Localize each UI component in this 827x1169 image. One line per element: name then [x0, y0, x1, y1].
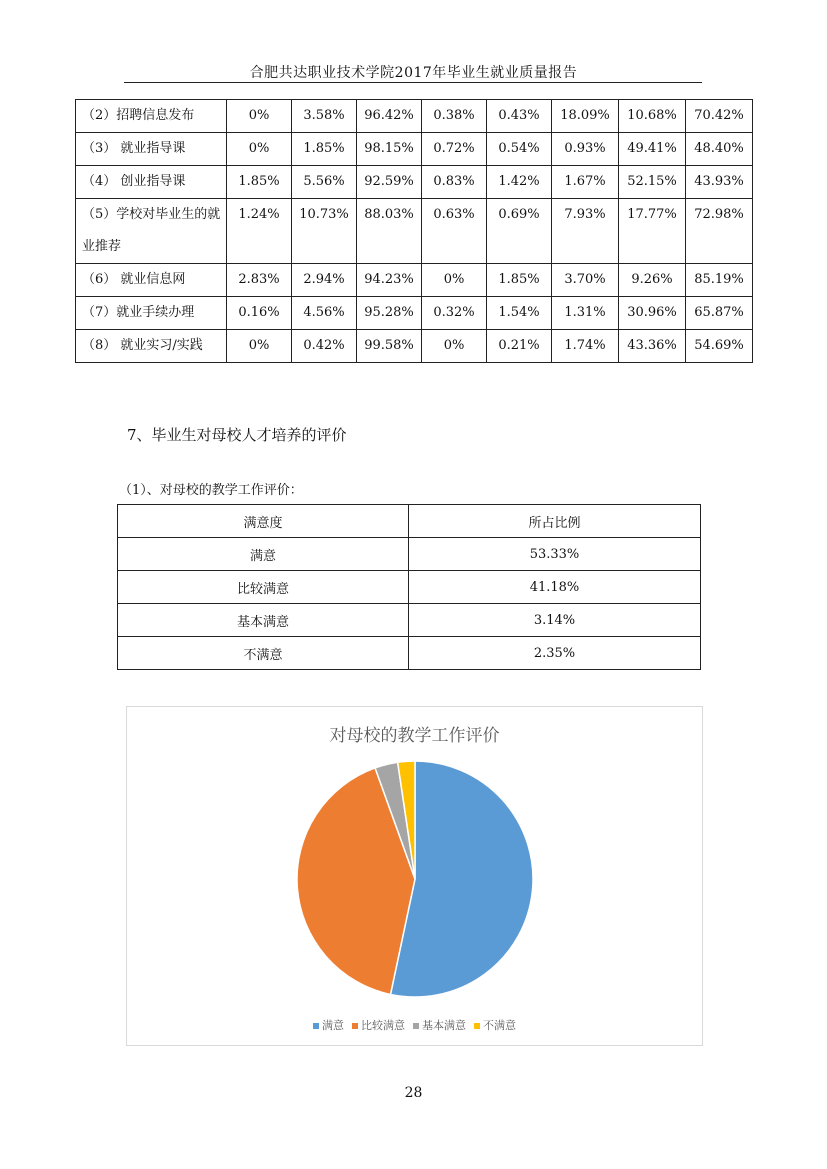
table-row	[118, 538, 701, 571]
rating-value: 0.42%	[292, 330, 357, 363]
rating-value: 85.19%	[686, 264, 753, 297]
table-row	[76, 297, 753, 330]
table-row	[76, 264, 753, 297]
rating-value: 99.58%	[357, 330, 422, 363]
rating-value: 9.26%	[619, 264, 686, 297]
row-label: （5）学校对毕业生的就业推荐	[76, 199, 227, 264]
rating-value: 0.43%	[487, 100, 552, 133]
rating-value: 1.85%	[292, 133, 357, 166]
rating-value: 0.38%	[422, 100, 487, 133]
table-row	[76, 100, 753, 133]
rating-value: 1.85%	[227, 166, 292, 199]
header-cell-proportion: 所占比例	[409, 505, 701, 538]
rating-value: 92.59%	[357, 166, 422, 199]
rating-value: 30.96%	[619, 297, 686, 330]
rating-value: 0.16%	[227, 297, 292, 330]
report-header-title: 合肥共达职业技术学院2017年毕业生就业质量报告	[249, 65, 578, 81]
legend-swatch	[352, 1023, 358, 1029]
legend-label: 比较满意	[361, 1019, 405, 1032]
services-rating-table	[75, 99, 753, 363]
rating-value: 72.98%	[686, 199, 753, 264]
rating-value: 2.94%	[292, 264, 357, 297]
rating-value: 0.72%	[422, 133, 487, 166]
rating-value: 0.32%	[422, 297, 487, 330]
chart-title: 对母校的教学工作评价	[329, 726, 500, 746]
rating-value: 7.93%	[552, 199, 619, 264]
legend-swatch	[474, 1023, 480, 1029]
rating-value: 3.70%	[552, 264, 619, 297]
table-row	[76, 199, 753, 264]
rating-value: 98.15%	[357, 133, 422, 166]
table-header-row	[118, 505, 701, 538]
legend-swatch	[413, 1023, 419, 1029]
header-cell-satisfaction: 满意度	[118, 505, 409, 538]
satisfaction-label: 基本满意	[118, 604, 409, 637]
rating-value: 94.23%	[357, 264, 422, 297]
row-label: （3） 就业指导课	[76, 133, 227, 166]
rating-value: 0%	[422, 330, 487, 363]
rating-value: 43.36%	[619, 330, 686, 363]
satisfaction-label: 满意	[118, 538, 409, 571]
rating-value: 1.67%	[552, 166, 619, 199]
rating-value: 3.58%	[292, 100, 357, 133]
rating-value: 1.24%	[227, 199, 292, 264]
table-row	[76, 133, 753, 166]
rating-value: 43.93%	[686, 166, 753, 199]
rating-value: 52.15%	[619, 166, 686, 199]
table-row	[118, 604, 701, 637]
rating-value: 10.73%	[292, 199, 357, 264]
legend-label: 满意	[322, 1019, 344, 1032]
rating-value: 54.69%	[686, 330, 753, 363]
table-row	[76, 330, 753, 363]
rating-value: 96.42%	[357, 100, 422, 133]
rating-value: 1.85%	[487, 264, 552, 297]
table-row	[118, 571, 701, 604]
rating-value: 0%	[227, 133, 292, 166]
rating-value: 0%	[422, 264, 487, 297]
rating-value: 0.63%	[422, 199, 487, 264]
rating-value: 70.42%	[686, 100, 753, 133]
rating-value: 5.56%	[292, 166, 357, 199]
pie-chart	[127, 707, 702, 1045]
header-divider	[124, 82, 702, 83]
legend-swatch	[313, 1023, 319, 1029]
rating-value: 0.93%	[552, 133, 619, 166]
rating-value: 1.54%	[487, 297, 552, 330]
legend-label: 不满意	[483, 1019, 516, 1032]
proportion-value: 41.18%	[409, 571, 701, 604]
proportion-value: 2.35%	[409, 637, 701, 670]
page-number: 28	[404, 1085, 423, 1101]
rating-value: 95.28%	[357, 297, 422, 330]
legend-label: 基本满意	[422, 1019, 466, 1032]
rating-value: 0.54%	[487, 133, 552, 166]
row-label: （8） 就业实习/实践	[76, 330, 227, 363]
legend-item	[313, 1017, 344, 1033]
legend-item	[474, 1017, 516, 1033]
chart-legend	[127, 1017, 702, 1033]
proportion-value: 53.33%	[409, 538, 701, 571]
teaching-satisfaction-table	[117, 504, 701, 670]
row-label: （2）招聘信息发布	[76, 100, 227, 133]
legend-item	[352, 1017, 405, 1033]
rating-value: 49.41%	[619, 133, 686, 166]
rating-value: 2.83%	[227, 264, 292, 297]
table-row	[76, 166, 753, 199]
rating-value: 88.03%	[357, 199, 422, 264]
legend-item	[413, 1017, 466, 1033]
rating-value: 1.42%	[487, 166, 552, 199]
row-label: （4） 创业指导课	[76, 166, 227, 199]
sub-heading: （1）、对母校的教学工作评价：	[119, 483, 303, 498]
rating-value: 18.09%	[552, 100, 619, 133]
satisfaction-label: 比较满意	[118, 571, 409, 604]
rating-value: 4.56%	[292, 297, 357, 330]
row-label: （6） 就业信息网	[76, 264, 227, 297]
proportion-value: 3.14%	[409, 604, 701, 637]
rating-value: 17.77%	[619, 199, 686, 264]
rating-value: 0%	[227, 330, 292, 363]
rating-value: 48.40%	[686, 133, 753, 166]
table-row	[118, 637, 701, 670]
rating-value: 0.21%	[487, 330, 552, 363]
rating-value: 0%	[227, 100, 292, 133]
rating-value: 1.74%	[552, 330, 619, 363]
satisfaction-label: 不满意	[118, 637, 409, 670]
rating-value: 1.31%	[552, 297, 619, 330]
rating-value: 10.68%	[619, 100, 686, 133]
rating-value: 0.83%	[422, 166, 487, 199]
rating-value: 0.69%	[487, 199, 552, 264]
pie-chart-container	[126, 706, 703, 1046]
rating-value: 65.87%	[686, 297, 753, 330]
section-heading: 7、毕业生对母校人才培养的评价	[127, 426, 347, 444]
row-label: （7）就业手续办理	[76, 297, 227, 330]
